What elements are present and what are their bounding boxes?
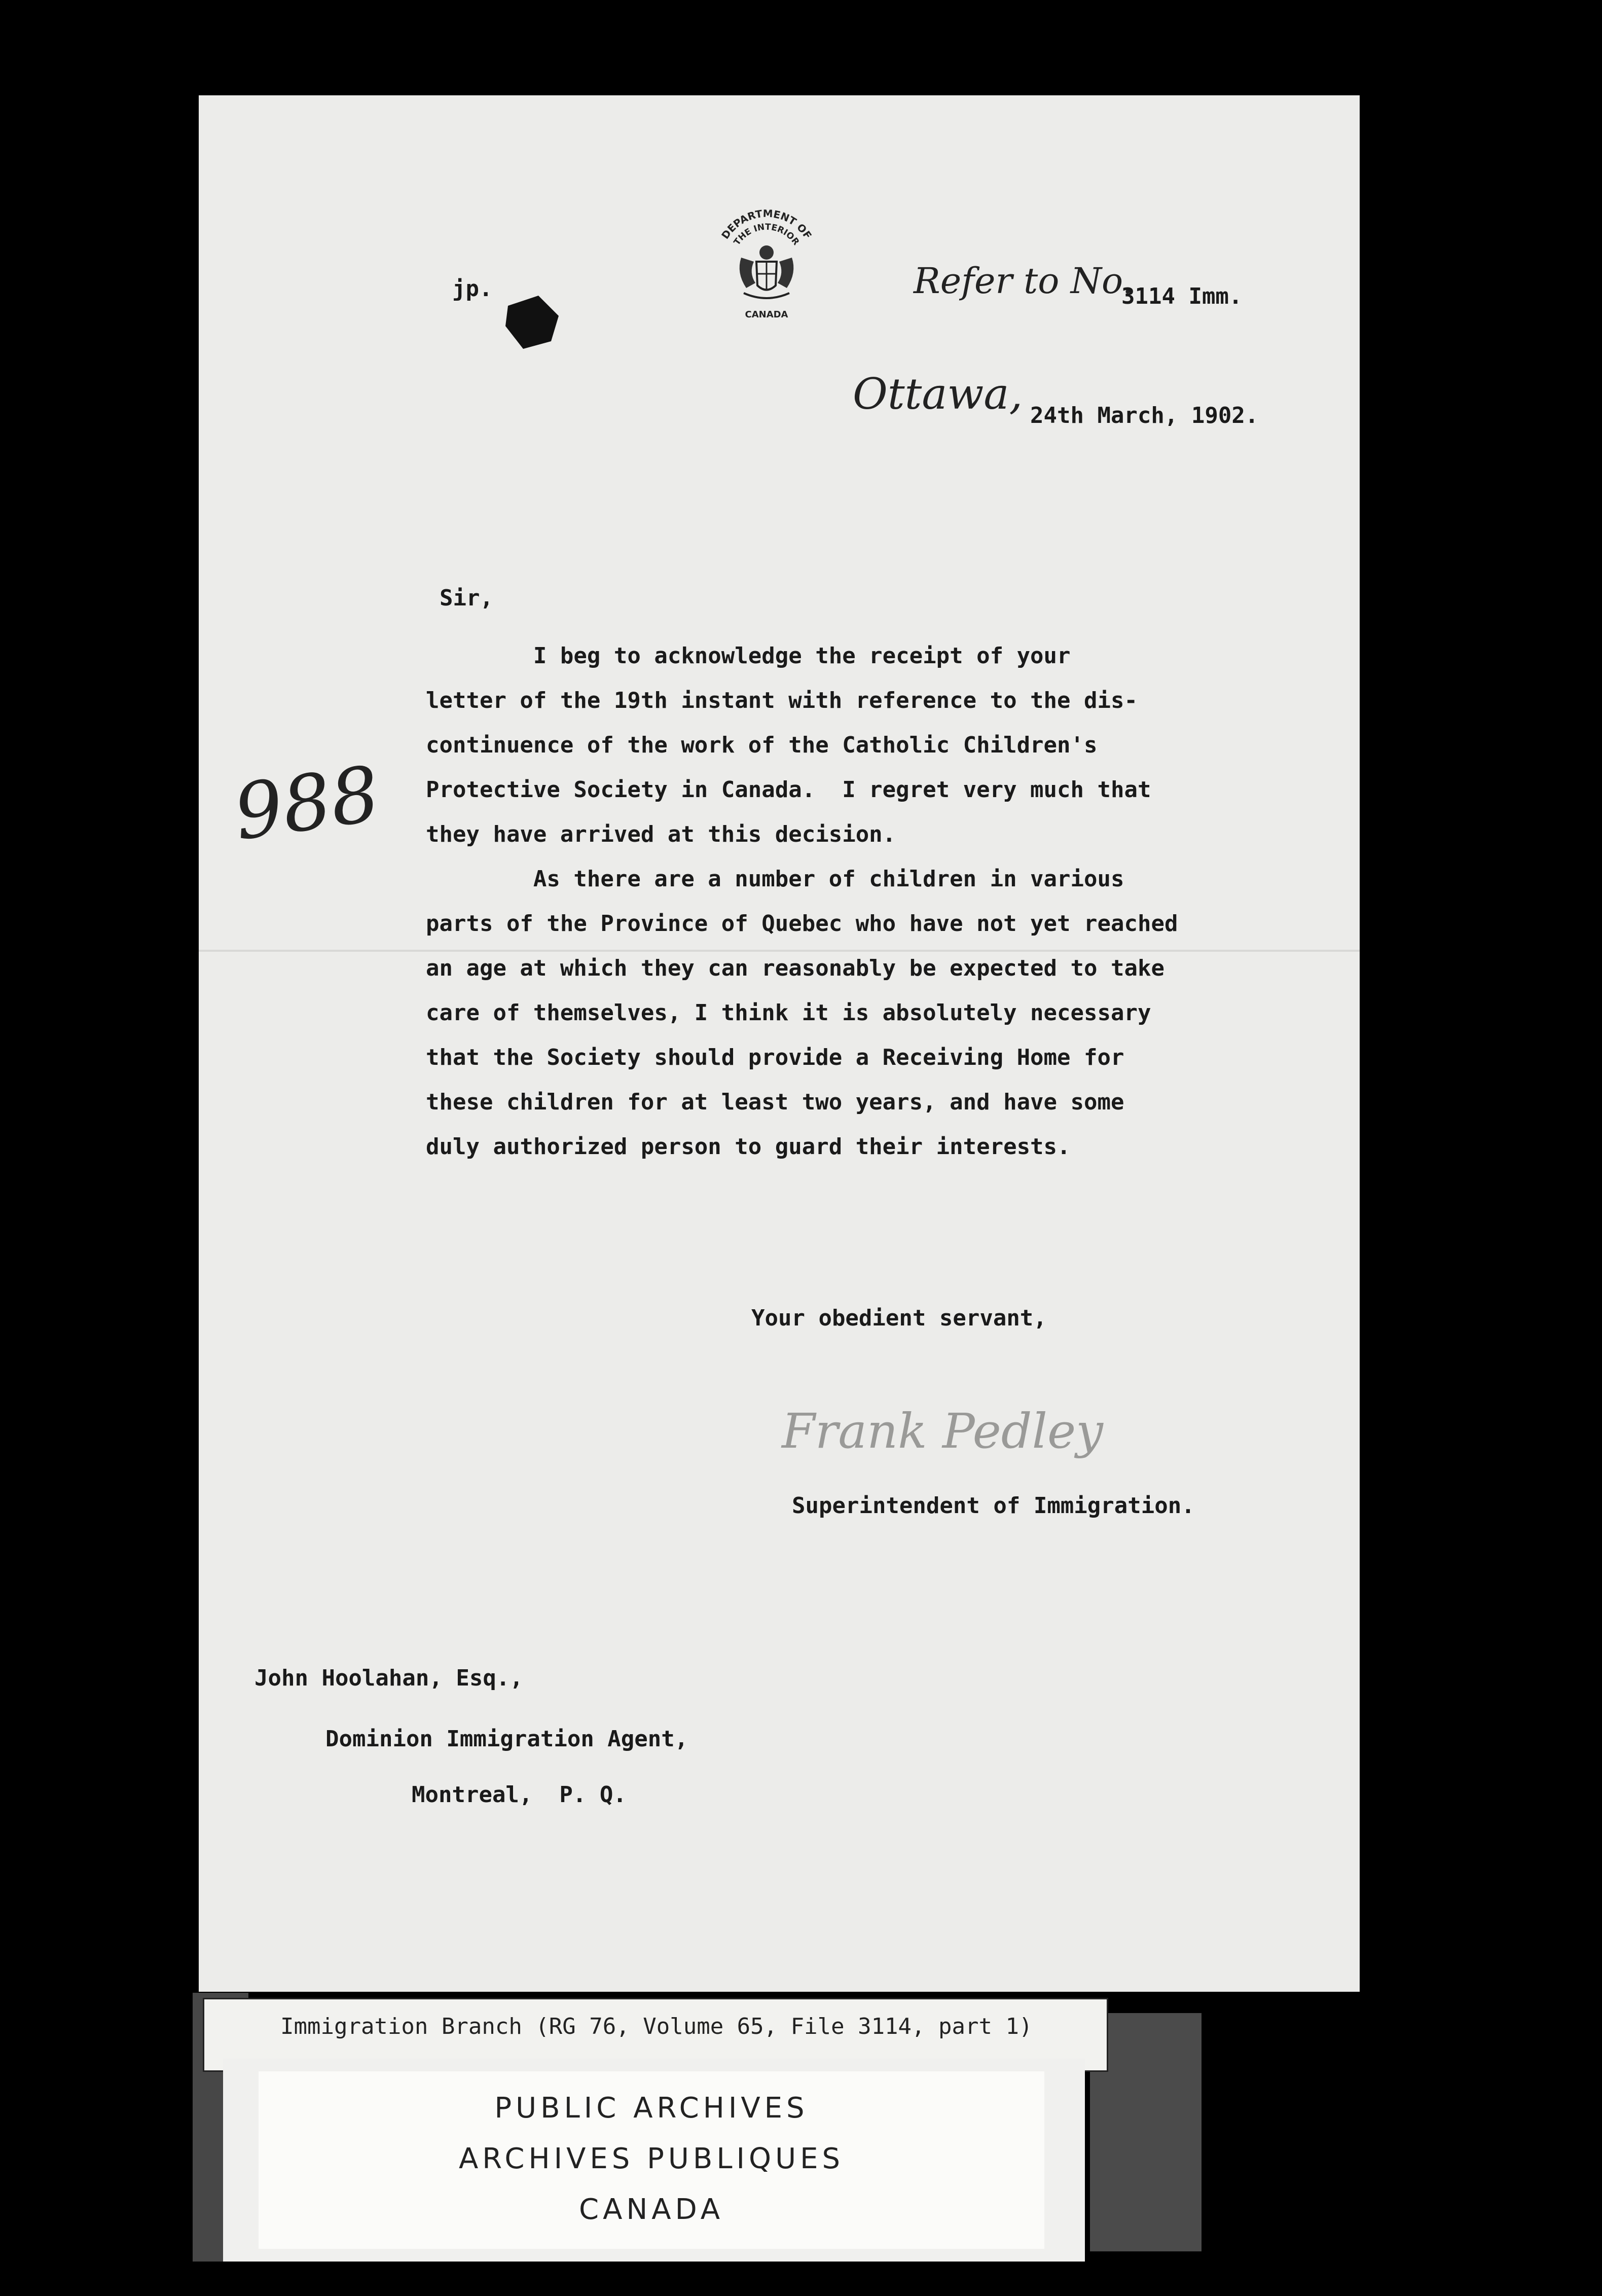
signatory-title: Superintendent of Immigration. bbox=[792, 1493, 1195, 1519]
seal-bottom-text: CANADA bbox=[745, 309, 788, 320]
body-line: parts of the Province of Quebec who have not yet reached bbox=[426, 911, 1178, 937]
coat-of-arms-icon bbox=[740, 245, 794, 298]
body-line: they have arrived at this decision. bbox=[426, 821, 896, 847]
addressee-city: Montreal, P. Q. bbox=[412, 1782, 627, 1808]
place-name: Ottawa, bbox=[853, 369, 1023, 419]
letter-date: 24th March, 1902. bbox=[1030, 403, 1259, 428]
department-seal bbox=[706, 197, 827, 324]
archive-line-2: ARCHIVES PUBLIQUES bbox=[458, 2142, 845, 2175]
archive-reference: Immigration Branch (RG 76, Volume 65, File 3114, part 1) bbox=[280, 2014, 1033, 2039]
file-number: 3114 Imm. bbox=[1121, 283, 1243, 309]
seal-ring-inner-text: THE INTERIOR bbox=[732, 222, 802, 247]
letter-page bbox=[199, 95, 1360, 1992]
addressee-position: Dominion Immigration Agent, bbox=[325, 1726, 688, 1752]
margin-file-note: 988 bbox=[229, 749, 385, 858]
archive-stamp-inner bbox=[259, 2071, 1044, 2249]
signature: Frank Pedley bbox=[782, 1404, 1103, 1459]
ink-blot bbox=[503, 296, 564, 351]
refer-to-label: Refer to No. bbox=[914, 260, 1134, 302]
closing: Your obedient servant, bbox=[751, 1305, 1047, 1331]
typist-initials: jp. bbox=[452, 276, 493, 302]
body-line: As there are a number of children in various bbox=[426, 866, 1124, 892]
body-line: that the Society should provide a Receiving Home for bbox=[426, 1045, 1124, 1070]
salutation: Sir, bbox=[440, 585, 493, 611]
body-line: these children for at least two years, and have some bbox=[426, 1089, 1124, 1115]
body-line: care of themselves, I think it is absolutely necessary bbox=[426, 1000, 1151, 1026]
body-line: duly authorized person to guard their interests. bbox=[426, 1134, 1071, 1160]
archive-line-1: PUBLIC ARCHIVES bbox=[494, 2092, 809, 2125]
body-line: Protective Society in Canada. I regret very much that bbox=[426, 777, 1151, 803]
archive-stamp bbox=[223, 2059, 1085, 2262]
body-line: an age at which they can reasonably be expected to take bbox=[426, 955, 1164, 981]
archive-line-3: CANADA bbox=[578, 2193, 724, 2226]
letter-body bbox=[426, 643, 1313, 1178]
body-line: letter of the 19th instant with reference to the dis- bbox=[426, 688, 1138, 713]
addressee-name: John Hoolahan, Esq., bbox=[254, 1665, 523, 1691]
body-line: I beg to acknowledge the receipt of your bbox=[426, 643, 1071, 669]
body-line: continuence of the work of the Catholic Children's bbox=[426, 732, 1098, 758]
seal-ring-top-text: DEPARTMENT OF bbox=[719, 207, 814, 241]
